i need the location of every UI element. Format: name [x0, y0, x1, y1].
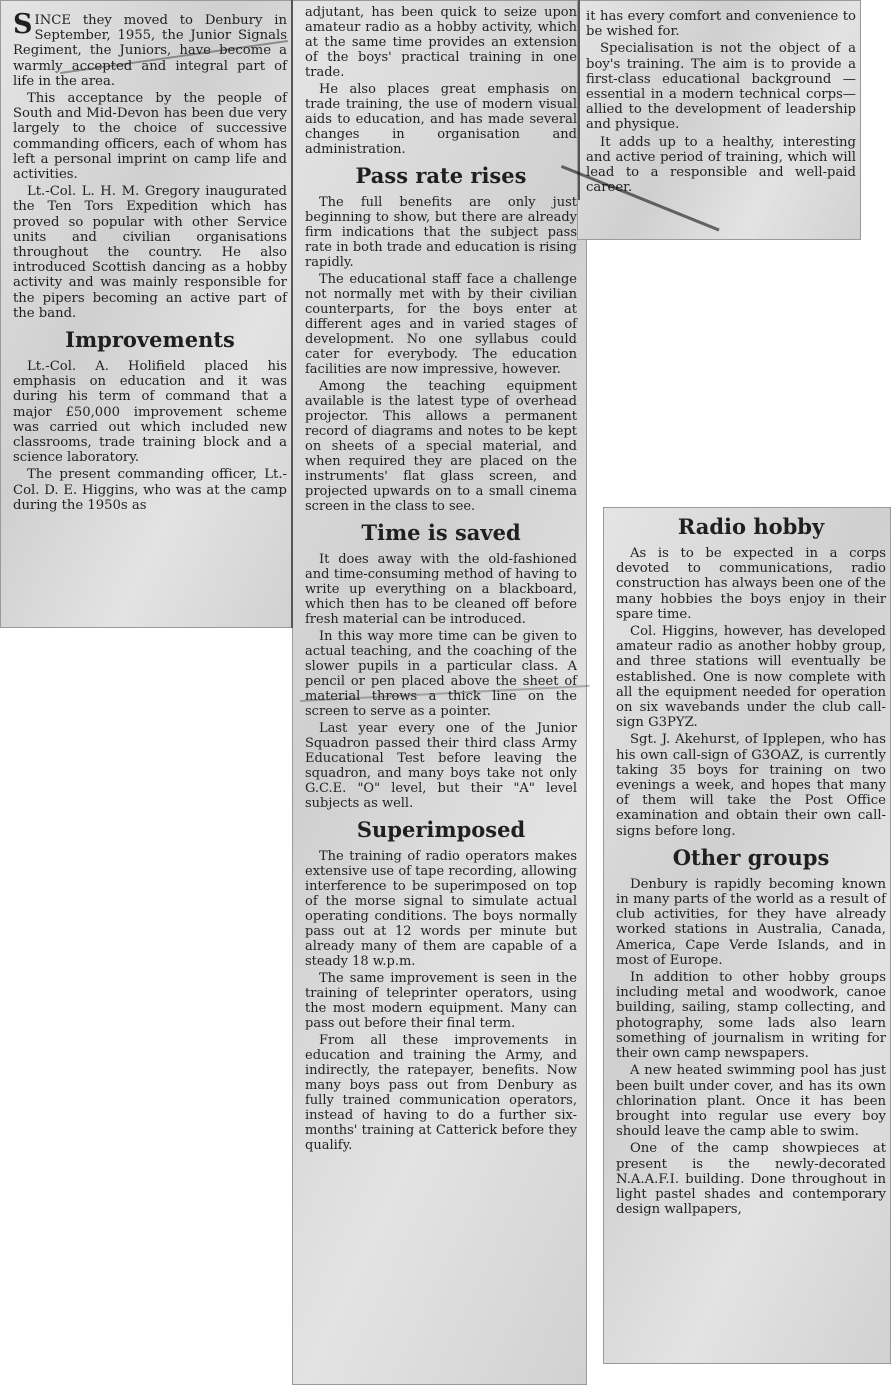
column-rule-top-right	[578, 0, 580, 200]
heading-other-groups: Other groups	[672, 844, 830, 870]
drop-cap: S	[13, 9, 33, 40]
column-3	[586, 9, 856, 197]
heading-pass-rate-rises: Pass rate rises	[355, 163, 527, 188]
col1-p1-text: INCE they moved to Denbury in September, 1955, the Junior Signals Regiment, the Juniors, have become a warmly accepted and integral part of life in the area.	[13, 13, 287, 89]
heading-superimposed: Superimposed	[356, 817, 526, 842]
column-2	[305, 5, 577, 1155]
col4-paragraph-7: One of the camp showpieces at present is the newly-decorated N.A.A.F.I. building. Done throughout in light pastel shades and contemporary design wallpapers,	[616, 1141, 886, 1218]
column-1	[13, 9, 287, 515]
col1-paragraph-1	[13, 9, 287, 89]
clipping-left	[0, 0, 292, 628]
col2-paragraph-11: From all these improvements in education and training the Army, and indirectly, the ratepayer, benefits. Now many boys pass out from Denbury as fully trained communication operators, instead of having to do a further six-months' training at Catterick before they qualify.	[305, 1033, 577, 1153]
col2-paragraph-4: The educational staff face a challenge not normally met with by their civilian counterparts, for the boys enter at different ages and in varied stages of development. No one syllabus could cater for everybody. The education facilities are now impressive, however.	[305, 272, 577, 377]
heading-time-is-saved: Time is saved	[361, 520, 521, 545]
col2-paragraph-7: In this way more time can be given to actual teaching, and the coaching of the slower pupils in a particular class. A pencil or pen placed above the sheet of material throws a thick line on the screen to serve as a pointer.	[305, 629, 577, 719]
col4-paragraph-3: Sgt. J. Akehurst, of Ipplepen, who has his own call-sign of G3OAZ, is currently taking 35 boys for training on two evenings a week, and hopes that many of them will take the Post Office examination and obtain their own call-signs before long.	[616, 732, 886, 839]
col2-paragraph-3: The full benefits are only just beginning to show, but there are already firm indications that the subject pass rate in both trade and education is rising rapidly.	[305, 195, 577, 270]
col2-paragraph-2: He also places great emphasis on trade training, the use of modern visual aids to education, and has made several changes in organisation and administration.	[305, 82, 577, 157]
col2-paragraph-9: The training of radio operators makes extensive use of tape recording, allowing interference to be superimposed on top of the morse signal to simulate actual operating conditions. The boys normally pass out at 12 words per minute but already many of them are capable of a steady 18 w.p.m.	[305, 849, 577, 969]
heading-radio-hobby: Radio hobby	[677, 514, 825, 539]
heading-improvements: Improvements	[65, 327, 235, 353]
clipping-right	[603, 507, 891, 1364]
col4-paragraph-5: In addition to other hobby groups including metal and woodwork, canoe building, sailing, stamp collecting, and photography, some lads also learn something of journalism in writing for their own camp newspapers.	[616, 970, 886, 1062]
col3-paragraph-3: It adds up to a healthy, interesting and active period of training, which will lead to a responsible and well-paid career.	[586, 134, 856, 196]
col1-paragraph-4: Lt.-Col. A. Holifield placed his emphasis on education and it was during his term of command that a major £50,000 improvement scheme was carried out which included new classrooms, trade training block and a science laboratory.	[13, 359, 287, 466]
col3-paragraph-2: Specialisation is not the object of a boy's training. The aim is to provide a first-class educational background — essential in a modern technical corps—allied to the development of leadership and physique.	[586, 41, 856, 133]
col2-paragraph-1: adjutant, has been quick to seize upon amateur radio as a hobby activity, which at the same time provides an extension of the boys' practical training in one trade.	[305, 5, 577, 80]
col4-paragraph-4: Denbury is rapidly becoming known in many parts of the world as a result of club activities, for they have already worked stations in Australia, Canada, America, Cape Verde Islands, and in most of Europe.	[616, 876, 886, 968]
col2-paragraph-10: The same improvement is seen in the training of teleprinter operators, using the most modern equipment. Many can pass out before their final term.	[305, 971, 577, 1031]
col4-paragraph-2: Col. Higgins, however, has developed amateur radio as another hobby group, and three stations will eventually be established. One is now complete with all the equipment needed for operation on six wavebands under the club call-sign G3PYZ.	[616, 624, 886, 731]
col4-paragraph-6: A new heated swimming pool has just been built under cover, and has its own chlorination plant. Once it has been brought into regular use every boy should leave the camp able to swim.	[616, 1063, 886, 1140]
clipping-top-right	[577, 0, 861, 240]
col2-paragraph-6: It does away with the old-fashioned and time-consuming method of having to write up everything on a blackboard, which then has to be cleaned off before fresh material can be introduced.	[305, 552, 577, 627]
col3-paragraph-1: it has every comfort and convenience to be wished for.	[586, 9, 856, 40]
col1-paragraph-3: Lt.-Col. L. H. M. Gregory inaugurated the Ten Tors Expedition which has proved so popular with other Service units and civilian organisations throughout the country. He also introduced Scottish dancing as a hobby activity and was mainly responsible for the pipers becoming an active part of the band.	[13, 184, 287, 321]
col2-paragraph-5: Among the teaching equipment available is the latest type of overhead projector. This allows a permanent record of diagrams and notes to be kept on sheets of a special material, and when required they are placed on the instruments' flat glass screen, and projected upwards on to a small cinema screen in the class to see.	[305, 379, 577, 514]
col1-paragraph-2: This acceptance by the people of South and Mid-Devon has been due very largely to the choice of successive commanding officers, each of whom has left a personal imprint on camp life and activities.	[13, 91, 287, 183]
col2-paragraph-8: Last year every one of the Junior Squadron passed their third class Army Educational Test before leaving the squadron, and many boys take not only G.C.E. "O" level, but their "A" level subjects as well.	[305, 721, 577, 811]
column-4	[616, 508, 886, 1219]
col4-paragraph-1: As is to be expected in a corps devoted to communications, radio construction has always been one of the many hobbies the boys enjoy in their spare time.	[616, 546, 886, 622]
col1-paragraph-5: The present commanding officer, Lt.-Col. D. E. Higgins, who was at the camp during the 1950s as	[13, 467, 287, 513]
column-rule-left	[291, 0, 293, 628]
